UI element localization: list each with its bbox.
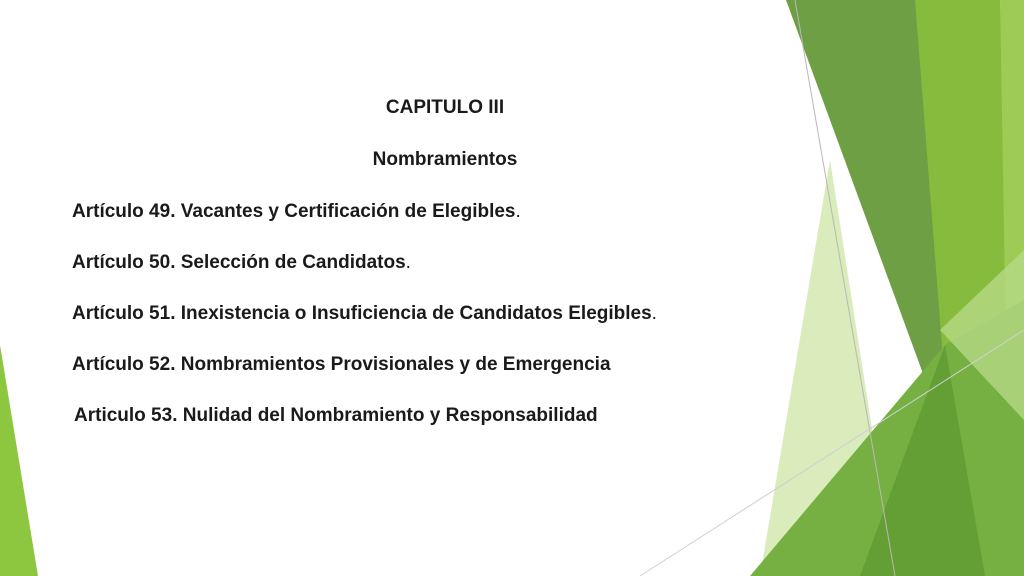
article-title: Artículo 52. Nombramientos Provisionales y de Emergencia bbox=[72, 354, 611, 375]
article-item bbox=[72, 252, 411, 274]
article-item bbox=[72, 354, 611, 376]
chapter-heading: CAPITULO III bbox=[385, 97, 505, 118]
article-title: Artículo 50. Selección de Candidatos bbox=[72, 252, 406, 273]
article-suffix: . bbox=[515, 201, 521, 222]
article-item bbox=[74, 405, 598, 427]
section-subtitle: Nombramientos bbox=[372, 149, 518, 170]
article-suffix: . bbox=[651, 303, 657, 324]
article-title: Articulo 53. Nulidad del Nombramiento y Responsabilidad bbox=[74, 405, 598, 426]
article-title: Artículo 49. Vacantes y Certificación de Elegibles bbox=[72, 201, 516, 222]
article-suffix: . bbox=[405, 252, 411, 273]
article-title: Artículo 51. Inexistencia o Insuficiencia de Candidatos Elegibles bbox=[72, 303, 652, 324]
article-item bbox=[72, 303, 657, 325]
left-green-accent bbox=[0, 345, 38, 576]
article-item bbox=[72, 201, 521, 223]
